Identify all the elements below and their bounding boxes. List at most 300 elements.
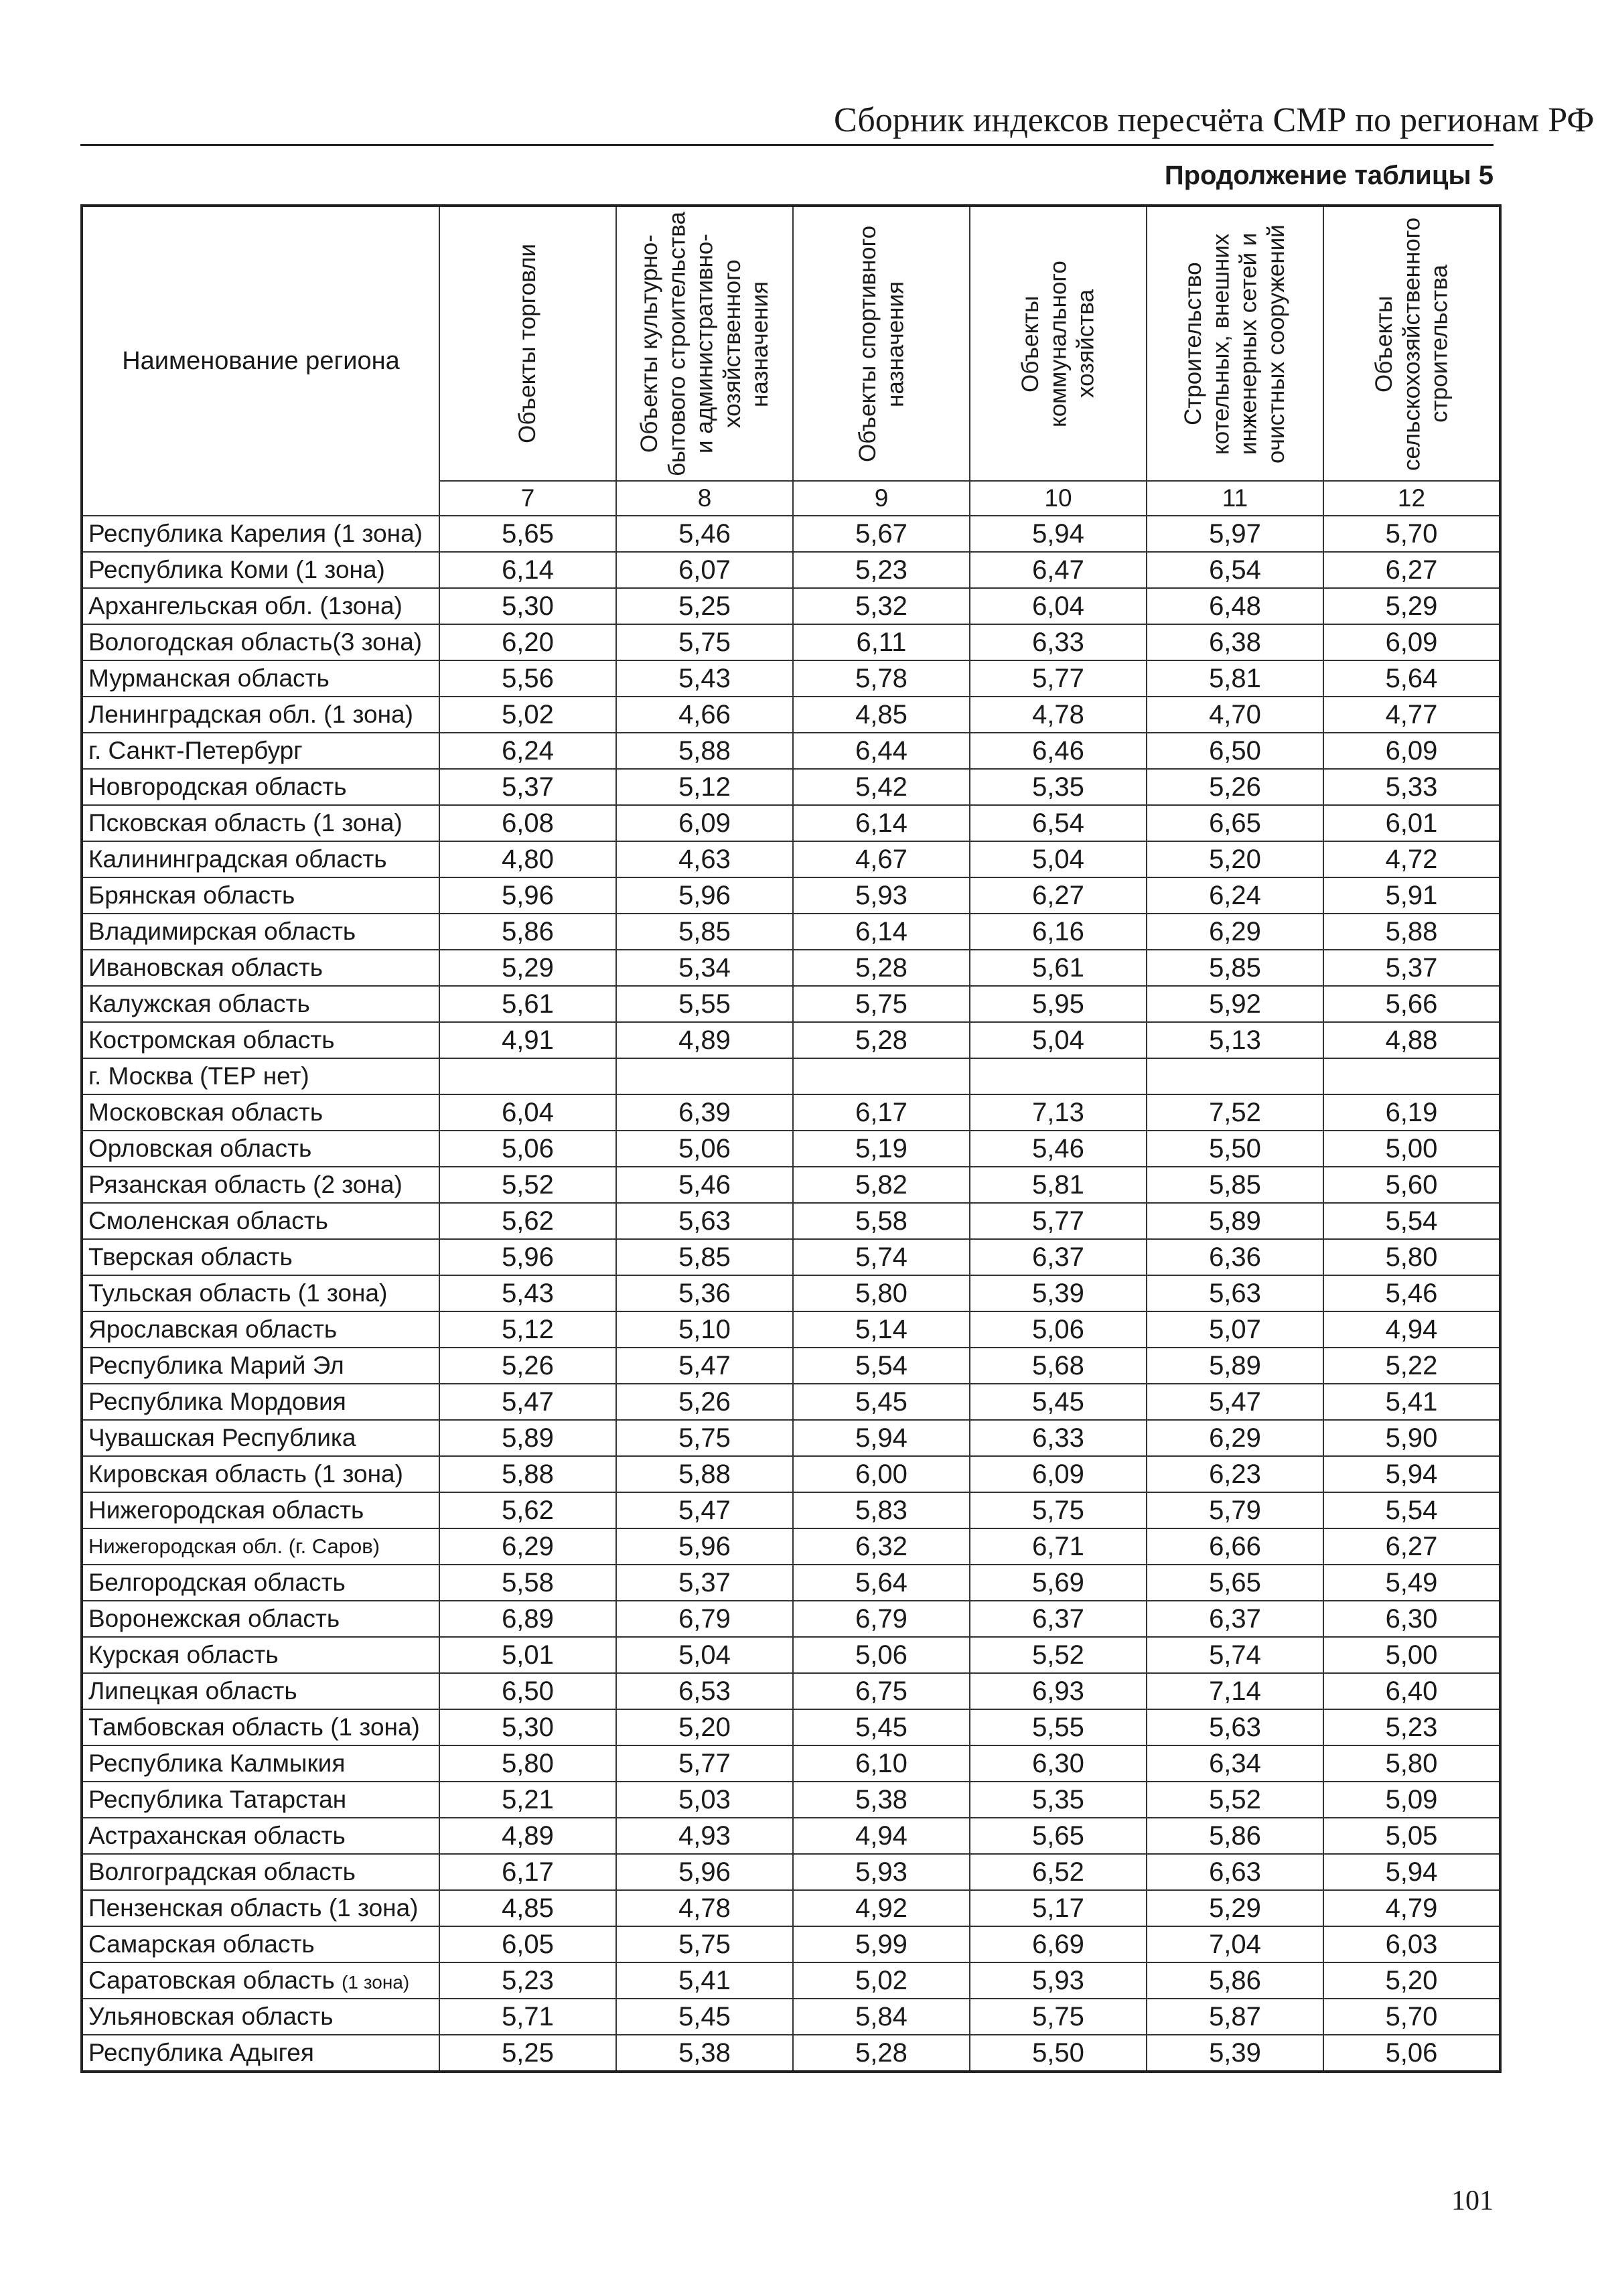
index-value: 6,32 (793, 1528, 970, 1565)
index-value: 6,00 (793, 1456, 970, 1492)
region-name (82, 1022, 439, 1058)
index-value: 5,66 (1323, 986, 1500, 1022)
table-row (82, 1058, 1500, 1094)
table-row (82, 1818, 1500, 1854)
region-name (82, 1058, 439, 1094)
region-name (82, 516, 439, 552)
region-name (82, 1167, 439, 1203)
index-value: 5,65 (970, 1818, 1147, 1854)
region-name-text: Ивановская область (88, 954, 323, 981)
index-value: 5,77 (970, 660, 1147, 697)
index-value: 6,16 (970, 914, 1147, 950)
table-row (82, 1167, 1500, 1203)
index-value: 5,52 (1147, 1782, 1323, 1818)
index-value (1323, 1058, 1500, 1094)
index-value: 5,85 (616, 1239, 793, 1275)
index-value: 6,17 (793, 1094, 970, 1131)
index-value: 5,06 (616, 1131, 793, 1167)
index-value: 5,32 (793, 588, 970, 624)
index-value: 5,95 (970, 986, 1147, 1022)
index-value: 5,25 (616, 588, 793, 624)
region-name-text: Республика Марий Эл (88, 1352, 344, 1379)
index-value: 5,74 (793, 1239, 970, 1275)
index-value: 6,19 (1323, 1094, 1500, 1131)
region-name (82, 1456, 439, 1492)
region-name (82, 1131, 439, 1167)
index-value: 5,94 (793, 1420, 970, 1456)
index-value: 5,93 (793, 1854, 970, 1890)
index-value: 5,38 (793, 1782, 970, 1818)
index-value: 5,96 (439, 877, 616, 914)
index-value: 6,50 (439, 1673, 616, 1709)
index-value: 4,77 (1323, 697, 1500, 733)
index-value: 5,28 (793, 2035, 970, 2072)
index-value: 5,92 (1147, 986, 1323, 1022)
index-value: 6,47 (970, 552, 1147, 588)
index-value: 6,14 (439, 552, 616, 588)
column-header-label: Объекты сельскохозяйственного строительства (1370, 216, 1453, 471)
index-value: 6,29 (439, 1528, 616, 1565)
region-name (82, 1782, 439, 1818)
table-row (82, 1709, 1500, 1745)
index-value: 5,14 (793, 1311, 970, 1348)
index-value: 5,22 (1323, 1348, 1500, 1384)
table-row (82, 1131, 1500, 1167)
table-row (82, 1601, 1500, 1637)
region-name-text: Самарская область (88, 1930, 315, 1958)
index-value: 5,04 (970, 1022, 1147, 1058)
region-name (82, 841, 439, 877)
index-value: 5,52 (970, 1637, 1147, 1673)
column-number: 12 (1323, 481, 1500, 516)
index-value: 5,85 (1147, 950, 1323, 986)
table-row (82, 1962, 1500, 1999)
region-name (82, 1926, 439, 1962)
index-value: 5,46 (970, 1131, 1147, 1167)
index-value: 4,89 (616, 1022, 793, 1058)
index-value: 5,97 (1147, 516, 1323, 552)
index-value: 6,14 (793, 914, 970, 950)
column-header-boilers (1147, 206, 1323, 481)
region-name (82, 733, 439, 769)
index-value: 6,53 (616, 1673, 793, 1709)
region-name-text: Костромская область (88, 1026, 335, 1054)
table-row (82, 1384, 1500, 1420)
table-row (82, 769, 1500, 805)
table-row (82, 1890, 1500, 1926)
index-value: 6,36 (1147, 1239, 1323, 1275)
index-value: 5,12 (439, 1311, 616, 1348)
index-value: 5,93 (793, 877, 970, 914)
index-value: 6,30 (1323, 1601, 1500, 1637)
index-value: 5,61 (439, 986, 616, 1022)
region-name-text: Республика Татарстан (88, 1786, 347, 1813)
column-header-label: Объекты коммунального хозяйства (1017, 260, 1099, 427)
index-value: 4,94 (793, 1818, 970, 1854)
index-value: 5,28 (793, 1022, 970, 1058)
index-value: 6,24 (1147, 877, 1323, 914)
index-value: 5,75 (616, 1420, 793, 1456)
table-row (82, 1022, 1500, 1058)
region-name (82, 1745, 439, 1782)
table-row (82, 1673, 1500, 1709)
index-value: 6,93 (970, 1673, 1147, 1709)
region-name (82, 2035, 439, 2072)
index-value: 5,61 (970, 950, 1147, 986)
index-value: 5,86 (1147, 1962, 1323, 1999)
index-value: 5,49 (1323, 1565, 1500, 1601)
index-value: 5,30 (439, 1709, 616, 1745)
index-value: 5,19 (793, 1131, 970, 1167)
index-value: 4,94 (1323, 1311, 1500, 1348)
index-value: 5,87 (1147, 1999, 1323, 2035)
region-name (82, 1565, 439, 1601)
region-name (82, 1890, 439, 1926)
index-value: 5,50 (1147, 1131, 1323, 1167)
index-value: 5,55 (616, 986, 793, 1022)
index-value: 5,93 (970, 1962, 1147, 1999)
region-name-text: Астраханская область (88, 1822, 346, 1849)
column-header-cultural (616, 206, 793, 481)
index-value: 5,45 (970, 1384, 1147, 1420)
index-value: 4,92 (793, 1890, 970, 1926)
index-value: 5,71 (439, 1999, 616, 2035)
header-rule (80, 144, 1494, 146)
region-name-text: Липецкая область (88, 1677, 297, 1705)
index-value: 6,09 (1323, 733, 1500, 769)
table-row (82, 660, 1500, 697)
table-row (82, 1311, 1500, 1348)
index-value: 5,37 (1323, 950, 1500, 986)
region-name-text: Орловская область (88, 1135, 312, 1162)
index-value: 6,63 (1147, 1854, 1323, 1890)
index-value: 5,94 (1323, 1456, 1500, 1492)
index-value: 5,89 (1147, 1203, 1323, 1239)
index-value: 4,78 (970, 697, 1147, 733)
index-value: 6,33 (970, 624, 1147, 660)
index-value: 5,63 (1147, 1709, 1323, 1745)
index-value: 7,04 (1147, 1926, 1323, 1962)
index-value: 6,30 (970, 1745, 1147, 1782)
index-value: 5,63 (1147, 1275, 1323, 1311)
index-value: 5,77 (616, 1745, 793, 1782)
index-value: 5,64 (793, 1565, 970, 1601)
index-value: 5,23 (439, 1962, 616, 1999)
index-value: 5,88 (616, 1456, 793, 1492)
index-value: 5,21 (439, 1782, 616, 1818)
region-name-text: Республика Мордовия (88, 1388, 346, 1415)
index-value: 6,44 (793, 733, 970, 769)
index-value: 6,09 (970, 1456, 1147, 1492)
index-value: 5,43 (616, 660, 793, 697)
index-value: 5,58 (793, 1203, 970, 1239)
index-value: 5,80 (439, 1745, 616, 1782)
index-value: 6,17 (439, 1854, 616, 1890)
table-row (82, 1637, 1500, 1673)
table-row (82, 1203, 1500, 1239)
region-name-text: Калининградская область (88, 845, 387, 873)
table-row (82, 805, 1500, 841)
column-number: 10 (970, 481, 1147, 516)
region-name-text: Республика Калмыкия (88, 1749, 346, 1777)
index-value: 5,65 (439, 516, 616, 552)
region-name-text: Тамбовская область (1 зона) (88, 1713, 420, 1741)
index-value: 4,78 (616, 1890, 793, 1926)
index-value: 5,74 (1147, 1637, 1323, 1673)
index-value: 5,35 (970, 769, 1147, 805)
index-value: 4,66 (616, 697, 793, 733)
table-row (82, 552, 1500, 588)
index-value: 5,54 (1323, 1492, 1500, 1528)
region-zone-note: (1 зона) (342, 1972, 410, 1993)
region-name (82, 986, 439, 1022)
index-value: 5,06 (793, 1637, 970, 1673)
index-value: 4,80 (439, 841, 616, 877)
index-value: 6,40 (1323, 1673, 1500, 1709)
index-value: 6,37 (970, 1601, 1147, 1637)
region-name-text: Архангельская обл. (1зона) (88, 592, 403, 620)
region-name-text: Калужская область (88, 990, 310, 1017)
region-name-text: г. Санкт-Петербург (88, 737, 303, 764)
region-name (82, 1203, 439, 1239)
index-value: 5,67 (793, 516, 970, 552)
index-value: 6,20 (439, 624, 616, 660)
index-value: 5,81 (1147, 660, 1323, 697)
region-column-header: Наименование региона (82, 206, 439, 516)
index-value: 5,00 (1323, 1637, 1500, 1673)
index-value: 4,63 (616, 841, 793, 877)
index-value: 5,94 (970, 516, 1147, 552)
region-name-text: Псковская область (1 зона) (88, 809, 403, 837)
index-value: 5,86 (439, 914, 616, 950)
region-name (82, 769, 439, 805)
index-value: 5,36 (616, 1275, 793, 1311)
index-value: 6,37 (970, 1239, 1147, 1275)
index-value: 5,86 (1147, 1818, 1323, 1854)
index-value: 5,20 (1147, 841, 1323, 877)
region-name (82, 624, 439, 660)
index-value: 4,85 (439, 1890, 616, 1926)
index-value: 5,25 (439, 2035, 616, 2072)
region-name-text: Республика Карелия (1 зона) (88, 520, 423, 547)
running-title: Сборник индексов пересчёта СМР по регионам РФ (834, 101, 1595, 139)
index-value: 5,90 (1323, 1420, 1500, 1456)
region-name (82, 1962, 439, 1999)
index-value: 5,99 (793, 1926, 970, 1962)
index-value: 5,91 (1323, 877, 1500, 914)
index-value: 5,12 (616, 769, 793, 805)
index-value: 6,09 (1323, 624, 1500, 660)
index-value: 5,68 (970, 1348, 1147, 1384)
index-value: 5,96 (616, 1528, 793, 1565)
region-name (82, 1637, 439, 1673)
index-value: 5,70 (1323, 1999, 1500, 2035)
index-value: 6,79 (616, 1601, 793, 1637)
column-header-label: Объекты культурно-бытового строительства и административно-хозяйственного назначения (636, 211, 773, 476)
index-value: 5,62 (439, 1492, 616, 1528)
region-name (82, 877, 439, 914)
index-value: 6,07 (616, 552, 793, 588)
index-value: 4,93 (616, 1818, 793, 1854)
index-value: 7,14 (1147, 1673, 1323, 1709)
table-row (82, 588, 1500, 624)
table-row (82, 516, 1500, 552)
region-name-text: Московская область (88, 1098, 323, 1126)
table-row (82, 1528, 1500, 1565)
table-row (82, 950, 1500, 986)
region-name-text: Тверская область (88, 1243, 293, 1271)
index-value: 5,29 (439, 950, 616, 986)
index-value: 6,05 (439, 1926, 616, 1962)
index-value: 5,47 (616, 1492, 793, 1528)
index-value: 5,75 (793, 986, 970, 1022)
index-value: 5,01 (439, 1637, 616, 1673)
index-value: 5,23 (1323, 1709, 1500, 1745)
index-value: 5,50 (970, 2035, 1147, 2072)
table-row (82, 1782, 1500, 1818)
region-name (82, 914, 439, 950)
table-body (82, 516, 1500, 2072)
region-name-text: Чувашская Республика (88, 1424, 356, 1451)
index-value: 5,41 (616, 1962, 793, 1999)
region-name-text: Тульская область (1 зона) (88, 1279, 388, 1307)
index-value: 5,79 (1147, 1492, 1323, 1528)
index-value: 5,45 (793, 1384, 970, 1420)
column-header-sports (793, 206, 970, 481)
index-value: 6,79 (793, 1601, 970, 1637)
index-value: 7,52 (1147, 1094, 1323, 1131)
index-value: 5,55 (970, 1709, 1147, 1745)
index-value: 5,29 (1323, 588, 1500, 624)
table-continuation-title: Продолжение таблицы 5 (1164, 161, 1494, 190)
index-value: 7,13 (970, 1094, 1147, 1131)
index-value: 5,43 (439, 1275, 616, 1311)
region-name (82, 1673, 439, 1709)
region-name-text: Владимирская область (88, 918, 356, 945)
index-value: 5,30 (439, 588, 616, 624)
index-value: 5,41 (1323, 1384, 1500, 1420)
index-value: 6,24 (439, 733, 616, 769)
index-value: 6,33 (970, 1420, 1147, 1456)
index-value: 4,70 (1147, 697, 1323, 733)
index-value: 6,03 (1323, 1926, 1500, 1962)
index-value: 5,38 (616, 2035, 793, 2072)
region-name-text: Рязанская область (2 зона) (88, 1171, 403, 1198)
region-name-text: г. Москва (ТЕР нет) (88, 1062, 309, 1090)
table-row (82, 1456, 1500, 1492)
region-name (82, 1311, 439, 1348)
page-number: 101 (1451, 2185, 1494, 2216)
region-name-text: Ульяновская область (88, 2003, 334, 2030)
index-value: 6,27 (970, 877, 1147, 914)
index-value: 4,72 (1323, 841, 1500, 877)
index-value: 5,46 (616, 1167, 793, 1203)
index-value: 6,65 (1147, 805, 1323, 841)
index-value: 5,54 (1323, 1203, 1500, 1239)
index-value (439, 1058, 616, 1094)
table-row (82, 1565, 1500, 1601)
index-value: 5,69 (970, 1565, 1147, 1601)
index-value: 5,65 (1147, 1565, 1323, 1601)
index-value: 6,23 (1147, 1456, 1323, 1492)
region-name-text: Кировская область (1 зона) (88, 1460, 403, 1488)
index-value: 6,48 (1147, 588, 1323, 624)
region-name (82, 1094, 439, 1131)
table-row (82, 1745, 1500, 1782)
table-row (82, 914, 1500, 950)
table-row (82, 1094, 1500, 1131)
index-value: 5,26 (1147, 769, 1323, 805)
index-value: 5,23 (793, 552, 970, 588)
index-value: 5,05 (1323, 1818, 1500, 1854)
region-name-text: Нижегородская область (88, 1496, 364, 1524)
index-value: 5,84 (793, 1999, 970, 2035)
index-value: 5,13 (1147, 1022, 1323, 1058)
index-value: 5,62 (439, 1203, 616, 1239)
index-value: 5,20 (616, 1709, 793, 1745)
index-value: 5,03 (616, 1782, 793, 1818)
region-name (82, 1384, 439, 1420)
index-value: 5,64 (1323, 660, 1500, 697)
index-value: 5,06 (970, 1311, 1147, 1348)
column-header-label: Объекты торговли (514, 244, 541, 443)
index-value: 5,88 (1323, 914, 1500, 950)
region-name-text: Нижегородская обл. (г. Саров) (88, 1534, 380, 1558)
index-value: 5,77 (970, 1203, 1147, 1239)
index-value: 5,28 (793, 950, 970, 986)
index-value: 5,02 (439, 697, 616, 733)
index-value: 5,78 (793, 660, 970, 697)
index-value: 6,08 (439, 805, 616, 841)
region-name (82, 1601, 439, 1637)
index-table (80, 204, 1502, 2073)
index-value (793, 1058, 970, 1094)
region-name (82, 1348, 439, 1384)
region-name (82, 1709, 439, 1745)
index-value: 5,96 (616, 877, 793, 914)
region-name-text: Ярославская область (88, 1315, 338, 1343)
index-value: 6,29 (1147, 1420, 1323, 1456)
index-value: 4,89 (439, 1818, 616, 1854)
index-value: 5,39 (970, 1275, 1147, 1311)
index-value: 6,46 (970, 733, 1147, 769)
column-number: 7 (439, 481, 616, 516)
header-row (82, 206, 1500, 481)
index-value: 6,10 (793, 1745, 970, 1782)
index-value: 5,04 (616, 1637, 793, 1673)
index-value: 5,26 (439, 1348, 616, 1384)
index-value: 5,89 (439, 1420, 616, 1456)
column-header-communal (970, 206, 1147, 481)
region-name (82, 1275, 439, 1311)
index-value: 5,56 (439, 660, 616, 697)
index-value: 6,04 (439, 1094, 616, 1131)
index-value: 5,46 (1323, 1275, 1500, 1311)
column-number: 11 (1147, 481, 1323, 516)
index-value: 5,37 (439, 769, 616, 805)
index-value: 5,47 (616, 1348, 793, 1384)
region-name (82, 1420, 439, 1456)
index-value: 5,75 (616, 1926, 793, 1962)
index-value: 6,14 (793, 805, 970, 841)
region-name (82, 1818, 439, 1854)
index-value: 4,85 (793, 697, 970, 733)
index-value: 5,75 (970, 1999, 1147, 2035)
region-name (82, 660, 439, 697)
index-value: 5,70 (1323, 516, 1500, 552)
region-name-text: Волгоградская область (88, 1858, 356, 1885)
region-name-text: Саратовская область (88, 1966, 335, 1994)
